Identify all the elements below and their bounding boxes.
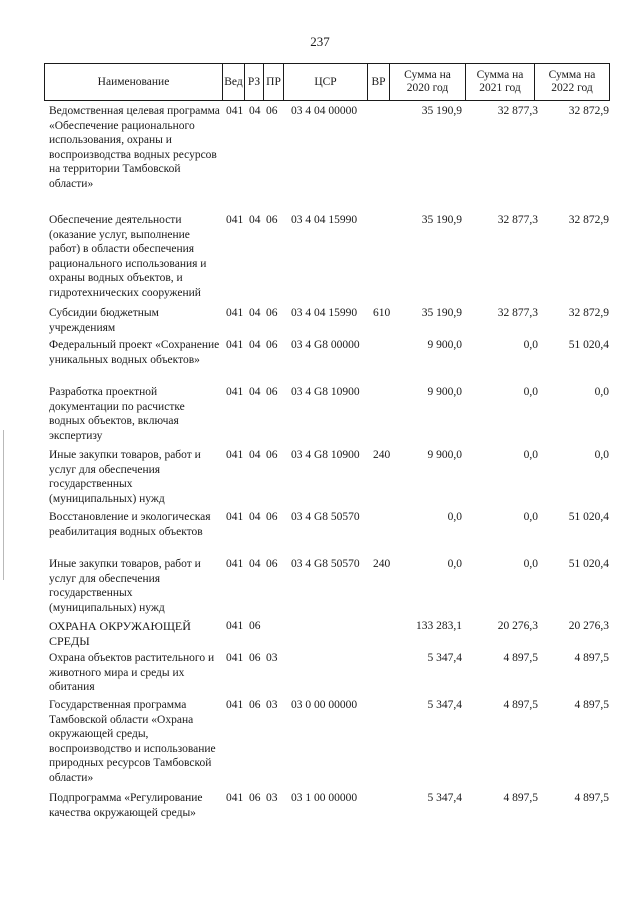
row-pr: 06 — [266, 307, 278, 319]
row-ved: 041 — [226, 386, 244, 398]
row-csr: 03 4 G8 10900 — [291, 386, 360, 398]
row-csr: 03 4 04 15990 — [291, 307, 358, 319]
row-pr: 03 — [266, 699, 278, 711]
row-sum-2021: 4 897,5 — [503, 792, 538, 804]
row-name: Иные закупки товаров, работ и услуг для обеспечения государственных (муниципальных) нужд — [49, 449, 201, 505]
row-name: Ведомственная целевая программа «Обеспечение рационального использования, охраны и воспроизводства водных ресурсов на территории Тамбовской области» — [49, 105, 220, 190]
row-ved: 041 — [226, 792, 244, 804]
row-pr: 03 — [266, 792, 278, 804]
row-pr: 06 — [266, 214, 278, 226]
row-sum-2020: 5 347,4 — [427, 699, 462, 711]
row-rz: 04 — [249, 449, 261, 461]
row-pr: 06 — [266, 449, 278, 461]
row-sum-2022: 4 897,5 — [574, 792, 609, 804]
row-sum-2022: 20 276,3 — [568, 620, 609, 632]
row-sum-2021: 4 897,5 — [503, 652, 538, 664]
row-name: Иные закупки товаров, работ и услуг для обеспечения государственных (муниципальных) нужд — [49, 558, 201, 614]
row-sum-2020: 133 283,1 — [416, 620, 462, 632]
table-row — [0, 791, 640, 831]
row-rz: 06 — [249, 699, 261, 711]
row-sum-2022: 4 897,5 — [574, 699, 609, 711]
row-sum-2022: 0,0 — [594, 386, 609, 398]
row-rz: 06 — [249, 652, 261, 664]
page-number: 237 — [310, 34, 330, 49]
row-sum-2020: 0,0 — [447, 558, 462, 570]
row-pr: 06 — [266, 386, 278, 398]
table-row — [0, 651, 640, 698]
row-vr: 610 — [373, 307, 391, 319]
header-sum-2020: Сумма на 2020 год — [390, 64, 466, 100]
row-name: Обеспечение деятельности (оказание услуг, выполнение работ) в области обеспечения рационального использования и охраны водных объектов, и гидротехнических сооружений — [49, 214, 207, 299]
row-sum-2022: 51 020,4 — [568, 339, 609, 351]
row-ved: 041 — [226, 105, 244, 117]
table-row — [0, 557, 640, 619]
row-sum-2022: 4 897,5 — [574, 652, 609, 664]
row-name: Государственная программа Тамбовской области «Охрана окружающей среды, воспроизводство и использование природных ресурсов Тамбовской области» — [49, 699, 216, 784]
row-name: Подпрограмма «Регулирование качества окружающей среды» — [49, 792, 203, 819]
row-sum-2021: 0,0 — [523, 449, 538, 461]
header-pr: ПР — [264, 64, 284, 100]
row-sum-2020: 9 900,0 — [427, 339, 462, 351]
row-sum-2020: 35 190,9 — [421, 214, 462, 226]
row-rz: 04 — [249, 307, 261, 319]
row-sum-2022: 51 020,4 — [568, 511, 609, 523]
header-name: Наименование — [45, 64, 223, 100]
row-csr: 03 4 G8 50570 — [291, 511, 360, 523]
header-vr: ВР — [368, 64, 390, 100]
row-rz: 04 — [249, 214, 261, 226]
row-sum-2021: 32 877,3 — [497, 105, 538, 117]
header-rz: РЗ — [245, 64, 264, 100]
header-csr: ЦСР — [284, 64, 368, 100]
row-ved: 041 — [226, 214, 244, 226]
row-sum-2021: 32 877,3 — [497, 214, 538, 226]
row-rz: 04 — [249, 339, 261, 351]
row-ved: 041 — [226, 307, 244, 319]
table-row — [0, 306, 640, 338]
row-rz: 04 — [249, 511, 261, 523]
row-sum-2020: 5 347,4 — [427, 792, 462, 804]
header-ved: Вед — [223, 64, 245, 100]
row-pr: 03 — [266, 652, 278, 664]
row-name: Восстановление и экологическая реабилитация водных объектов — [49, 511, 211, 538]
row-sum-2021: 32 877,3 — [497, 307, 538, 319]
table-row — [0, 213, 640, 306]
row-name: Субсидии бюджетным учреждениям — [49, 307, 159, 334]
budget-table-body — [0, 104, 640, 831]
table-row — [0, 385, 640, 448]
row-csr: 03 1 00 00000 — [291, 792, 358, 804]
row-rz: 06 — [249, 620, 261, 632]
row-rz: 04 — [249, 558, 261, 570]
row-csr: 03 4 04 00000 — [291, 105, 358, 117]
row-csr: 03 0 00 00000 — [291, 699, 358, 711]
row-pr: 06 — [266, 511, 278, 523]
row-sum-2022: 32 872,9 — [568, 214, 609, 226]
row-sum-2020: 35 190,9 — [421, 105, 462, 117]
row-sum-2020: 0,0 — [447, 511, 462, 523]
table-row — [0, 448, 640, 510]
row-ved: 041 — [226, 558, 244, 570]
row-sum-2022: 32 872,9 — [568, 307, 609, 319]
row-sum-2021: 0,0 — [523, 558, 538, 570]
row-name: Разработка проектной документации по расчистке водных объектов, включая экспертизу — [49, 386, 185, 442]
row-name: ОХРАНА ОКРУЖАЮЩЕЙ СРЕДЫ — [49, 619, 191, 648]
row-pr: 06 — [266, 339, 278, 351]
row-rz: 04 — [249, 105, 261, 117]
row-ved: 041 — [226, 699, 244, 711]
row-sum-2021: 20 276,3 — [497, 620, 538, 632]
row-ved: 041 — [226, 449, 244, 461]
row-ved: 041 — [226, 511, 244, 523]
header-sum-2021: Сумма на 2021 год — [466, 64, 535, 100]
table-row — [0, 619, 640, 651]
row-rz: 04 — [249, 386, 261, 398]
row-pr: 06 — [266, 105, 278, 117]
row-sum-2022: 51 020,4 — [568, 558, 609, 570]
row-sum-2020: 9 900,0 — [427, 449, 462, 461]
row-name: Федеральный проект «Сохранение уникальных водных объектов» — [49, 339, 220, 366]
row-vr: 240 — [373, 449, 391, 461]
row-sum-2021: 0,0 — [523, 339, 538, 351]
row-csr: 03 4 G8 00000 — [291, 339, 360, 351]
row-ved: 041 — [226, 652, 244, 664]
row-sum-2022: 32 872,9 — [568, 105, 609, 117]
row-vr: 240 — [373, 558, 391, 570]
table-row — [0, 338, 640, 385]
table-row — [0, 510, 640, 557]
row-sum-2020: 35 190,9 — [421, 307, 462, 319]
table-row — [0, 698, 640, 791]
row-ved: 041 — [226, 620, 244, 632]
row-ved: 041 — [226, 339, 244, 351]
header-sum-2022: Сумма на 2022 год — [535, 64, 610, 100]
table-row — [0, 104, 640, 213]
row-sum-2020: 5 347,4 — [427, 652, 462, 664]
row-csr: 03 4 04 15990 — [291, 214, 358, 226]
row-sum-2021: 0,0 — [523, 386, 538, 398]
row-rz: 06 — [249, 792, 261, 804]
row-sum-2020: 9 900,0 — [427, 386, 462, 398]
row-sum-2021: 4 897,5 — [503, 699, 538, 711]
row-csr: 03 4 G8 10900 — [291, 449, 360, 461]
row-csr: 03 4 G8 50570 — [291, 558, 360, 570]
table-header — [44, 63, 610, 101]
row-pr: 06 — [266, 558, 278, 570]
row-sum-2021: 0,0 — [523, 511, 538, 523]
row-name: Охрана объектов растительного и животного мира и среды их обитания — [49, 652, 215, 694]
scan-margin-line — [3, 430, 4, 580]
row-sum-2022: 0,0 — [594, 449, 609, 461]
